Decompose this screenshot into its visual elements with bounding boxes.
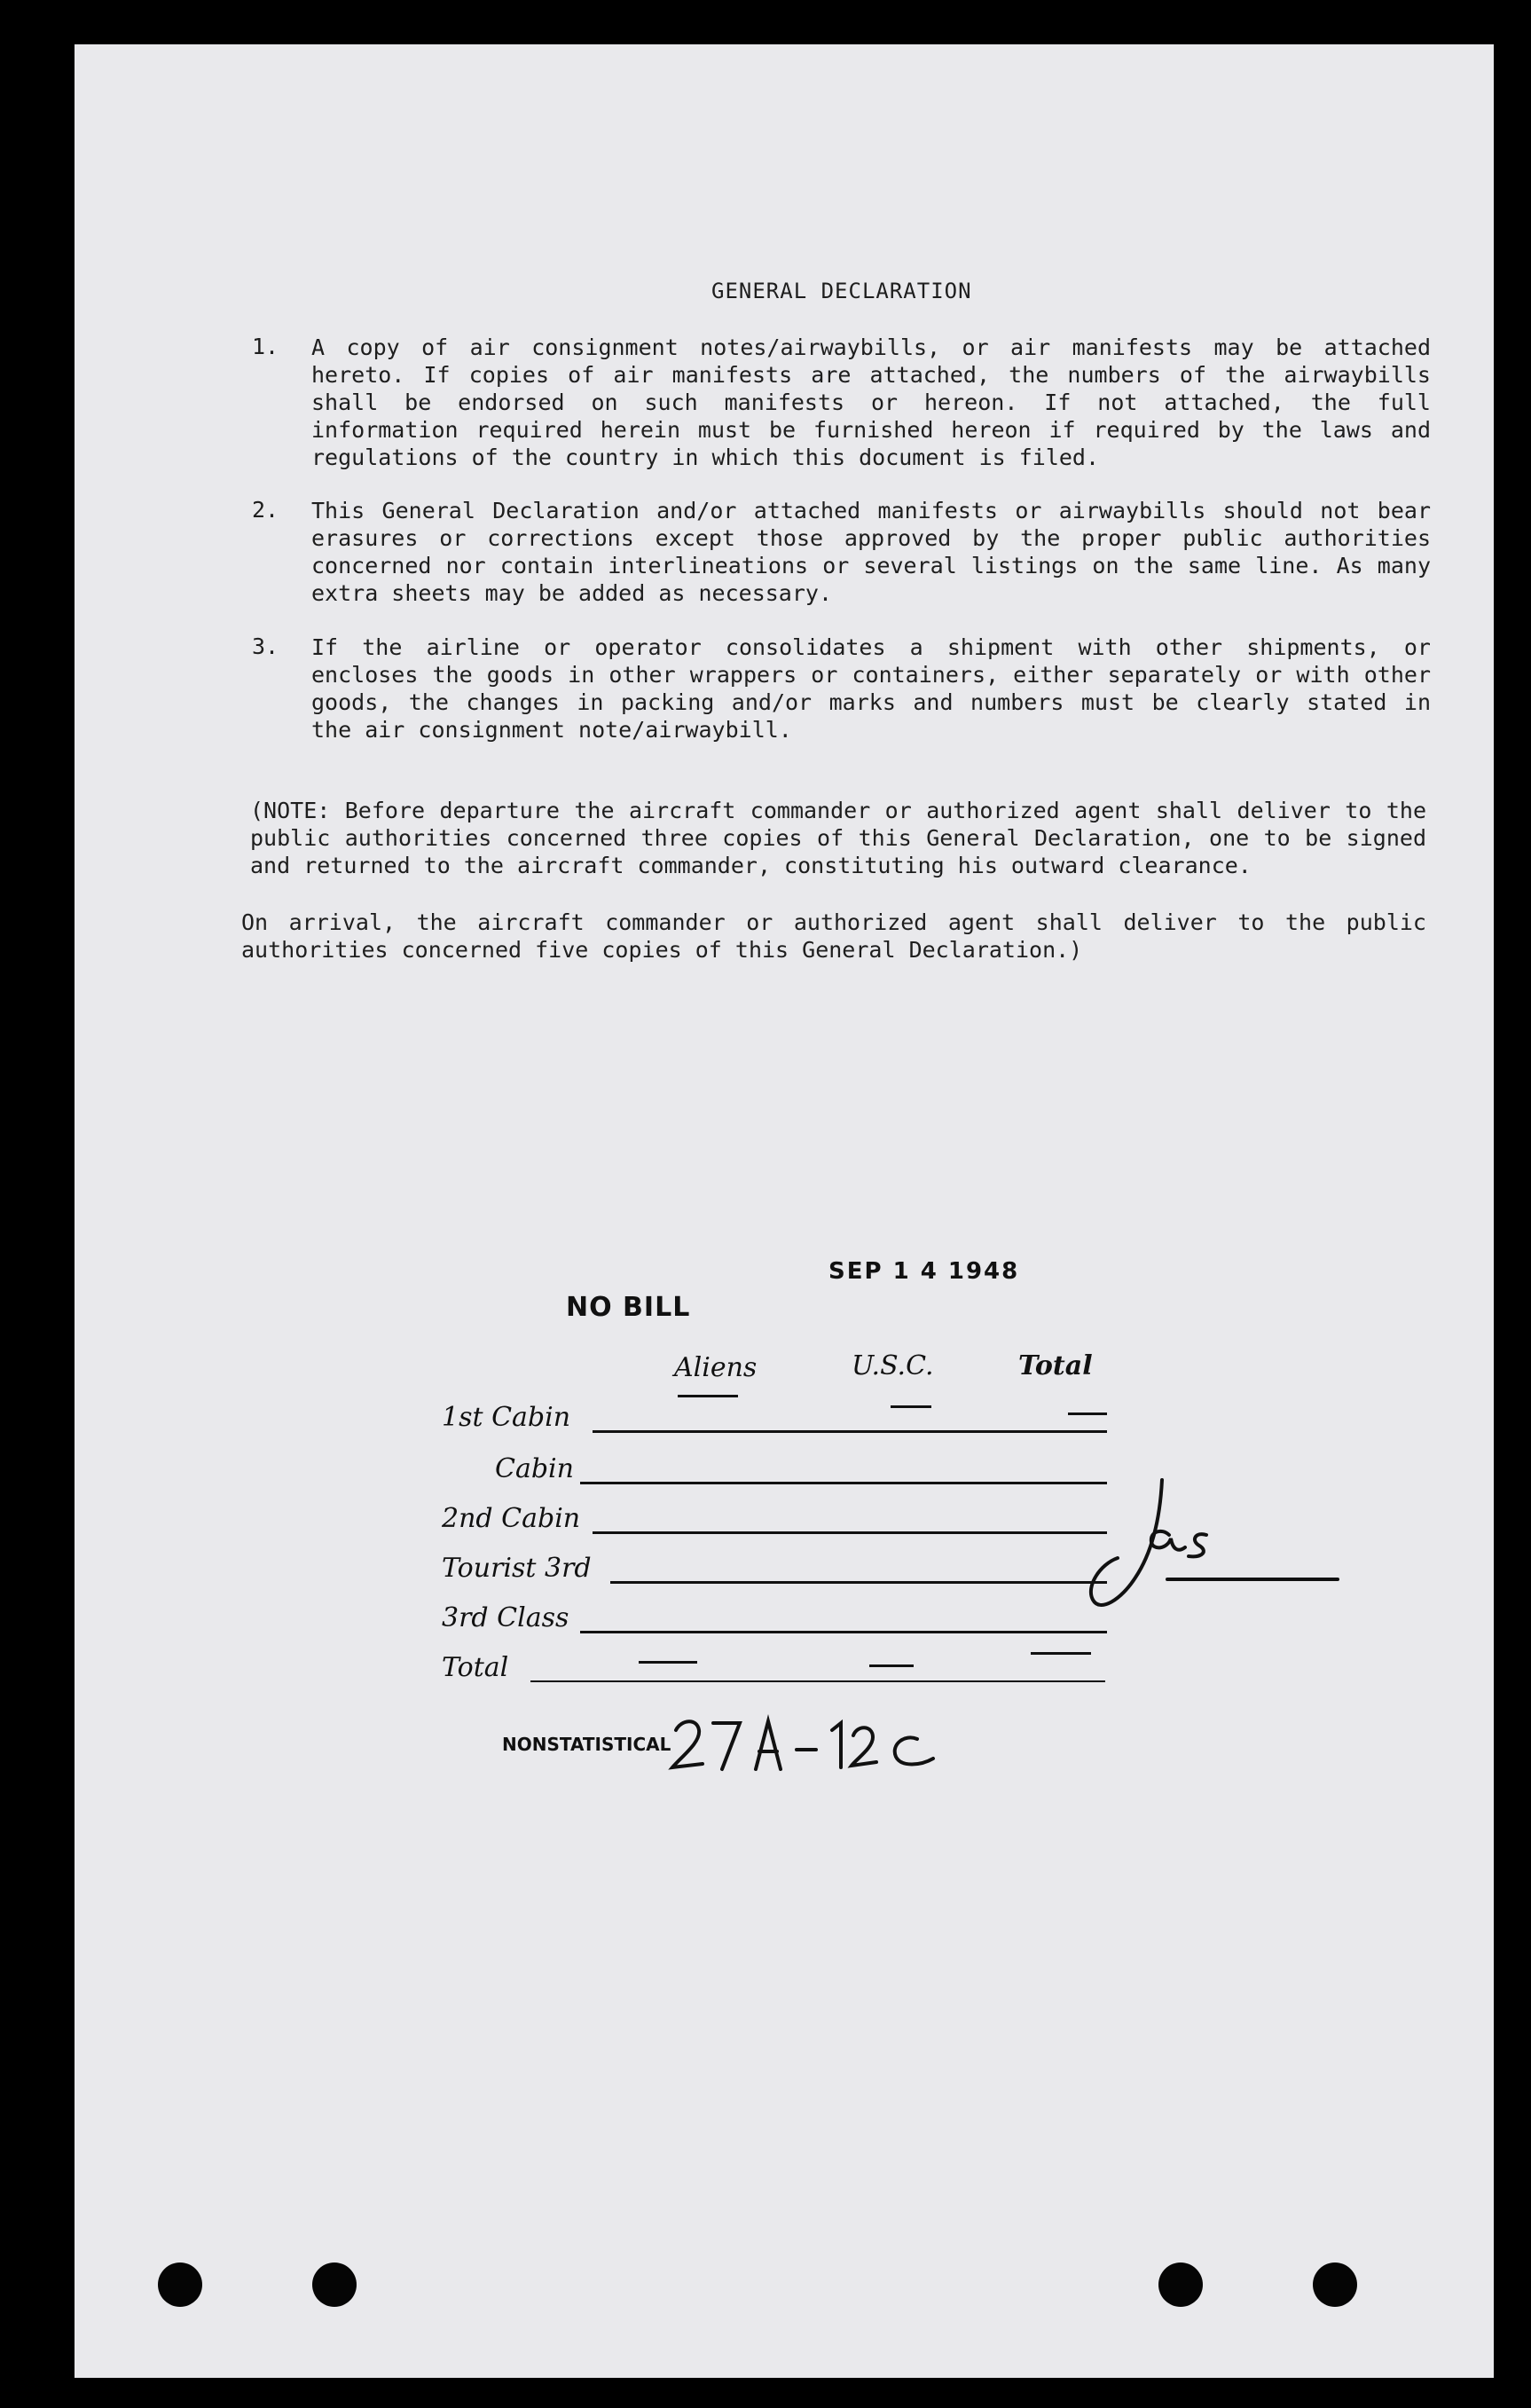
note-arrival: On arrival, the aircraft commander or authorized agent shall deliver to the public authorities concerned five copies of this General Declaration.) <box>241 909 1426 963</box>
handwritten-initials <box>1082 1453 1384 1631</box>
punch-hole <box>312 2262 357 2307</box>
row-line <box>610 1581 1107 1584</box>
item-text: If the airline or operator consolidates a shipment with other shipments, or encloses the goods in other wrappers or containers, either separately or with other goods, the changes in packing and/or marks and numbers must be clearly stated in the air consignment note/airwaybill. <box>311 634 1431 743</box>
nonstatistical-stamp: NONSTATISTICAL <box>502 1734 671 1755</box>
row-3rd-class: 3rd Class <box>442 1602 569 1633</box>
tally-mark <box>891 1405 931 1408</box>
punch-hole <box>158 2262 202 2307</box>
row-line <box>593 1430 1107 1433</box>
handwritten-code <box>663 1704 947 1783</box>
item-text: This General Declaration and/or attached manifests or airwaybills should not bear erasures or corrections except those approved by the proper public authorities concerned nor contain interlineations or several listings on the same line. As many extra sheets may be added as necessary. <box>311 498 1431 606</box>
date-stamp: SEP 1 4 1948 <box>828 1258 1020 1285</box>
punch-hole <box>1158 2262 1203 2307</box>
note-departure: (NOTE: Before departure the aircraft commander or authorized agent shall deliver to the public authorities concerned three copies of this General Declaration, one to be signed and returned to the aircraft commander, constituting his outward clearance. <box>250 798 1426 878</box>
column-total: Total <box>1018 1350 1093 1381</box>
tally-mark <box>1031 1652 1091 1655</box>
tally-mark <box>639 1661 697 1664</box>
row-2nd-cabin: 2nd Cabin <box>442 1503 581 1534</box>
column-aliens: Aliens <box>674 1352 758 1383</box>
row-line <box>580 1482 1107 1484</box>
document-title: GENERAL DECLARATION <box>711 279 972 303</box>
item-text: A copy of air consignment notes/airwaybills, or air manifests may be attached hereto. If copies of air manifests are attached, the numbers of the airwaybills shall be endorsed on such manifests or hereon. If not attached, the full information required herein must be furnished hereon if required by the laws and regulations of the country in which this document is filed. <box>311 334 1431 470</box>
row-cabin: Cabin <box>495 1453 574 1484</box>
no-bill-stamp: NO BILL <box>566 1292 691 1323</box>
row-tourist-3rd: Tourist 3rd <box>442 1553 592 1584</box>
tally-mark <box>869 1664 914 1667</box>
tally-mark <box>1068 1413 1107 1415</box>
row-line <box>580 1631 1107 1633</box>
item-number: 3. <box>252 633 279 659</box>
item-number: 2. <box>252 497 279 523</box>
tally-mark <box>678 1395 738 1397</box>
item-number: 1. <box>252 334 279 359</box>
column-usc: U.S.C. <box>852 1350 934 1381</box>
row-1st-cabin: 1st Cabin <box>442 1402 571 1433</box>
row-line <box>593 1531 1107 1534</box>
row-total: Total <box>442 1652 509 1683</box>
document-page <box>75 44 1494 2378</box>
punch-hole <box>1313 2262 1357 2307</box>
row-line <box>530 1680 1105 1682</box>
